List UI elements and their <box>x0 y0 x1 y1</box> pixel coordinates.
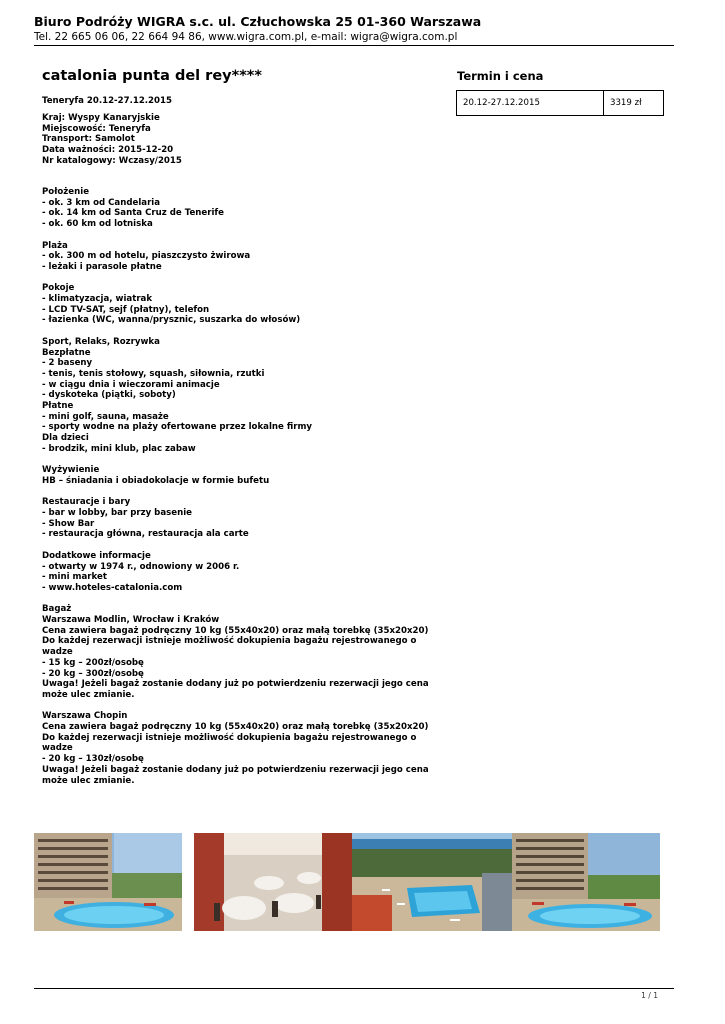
description-line: Położenie <box>42 187 90 197</box>
pool-aerial-photo <box>352 833 512 931</box>
description-line <box>42 273 442 284</box>
description-line: - mini market <box>42 572 107 583</box>
description-line: Bagaż <box>42 604 72 615</box>
offer-description <box>42 187 442 786</box>
meta-catalog-number: Nr katalogowy: Wczasy/2015 <box>42 155 182 166</box>
description-line: Warszawa Chopin <box>42 711 128 722</box>
description-line: Dla dzieci <box>42 433 89 444</box>
meta-location: Miejscowość: Teneryfa <box>42 123 151 134</box>
description-line: - otwarty w 1974 r., odnowiony w 2006 r. <box>42 561 240 572</box>
restaurant-interior-photo <box>194 833 352 931</box>
description-line: - klimatyzacja, wiatrak <box>42 294 153 304</box>
pricing-row <box>457 91 664 116</box>
meta-country: Kraj: Wyspy Kanaryjskie <box>42 113 160 123</box>
pricing-table <box>456 90 664 116</box>
hotel-building-pool-photo <box>512 833 660 931</box>
offer-title: catalonia punta del rey**** <box>42 68 262 84</box>
description-line: Restauracje i bary <box>42 497 131 508</box>
description-line: - restauracja główna, restauracja ala carte <box>42 529 249 540</box>
description-line: Dodatkowe informacje <box>42 550 151 561</box>
description-line: Bezpłatne <box>42 347 91 358</box>
description-line: - łazienka (WC, wanna/prysznic, suszarka do włosów) <box>42 315 301 326</box>
footer-divider <box>34 988 674 989</box>
description-line: Uwaga! Jeżeli bagaż zostanie dodany już po potwierdzeniu rezerwacji jego cena <box>42 679 429 690</box>
description-line: - 15 kg – 200zł/osobę <box>42 657 144 668</box>
pricing-title: Termin i cena <box>457 69 544 83</box>
description-line: Płatne <box>42 401 74 412</box>
offer-meta <box>42 113 182 167</box>
description-line: - dyskoteka (piątki, soboty) <box>42 390 176 401</box>
description-line: Cena zawiera bagaż podręczny 10 kg (55x40x20) oraz małą torebkę (35x20x20) <box>42 722 429 733</box>
description-line: - tenis, tenis stołowy, squash, siłownia, rzutki <box>42 368 265 379</box>
meta-transport: Transport: Samolot <box>42 134 135 145</box>
description-line: - ok. 60 km od lotniska <box>42 219 153 230</box>
hotel-facade-pool-photo <box>34 833 182 931</box>
description-line: - LCD TV-SAT, sejf (płatny), telefon <box>42 304 210 315</box>
description-line <box>42 230 442 241</box>
description-line: Do każdej rezerwacji istnieje możliwość dokupienia bagażu rejestrowanego o <box>42 636 417 647</box>
description-line <box>42 540 442 551</box>
description-line: - ok. 3 km od Candelaria <box>42 197 161 208</box>
description-line: wadze <box>42 743 73 754</box>
description-line: Sport, Relaks, Rozrywka <box>42 336 160 347</box>
page-number: 1 / 1 <box>641 991 658 1000</box>
description-line: - ok. 300 m od hotelu, piaszczysto żwirowa <box>42 251 251 262</box>
company-contact: Tel. 22 665 06 06, 22 664 94 86, www.wigra.com.pl, e-mail: wigra@wigra.com.pl <box>34 31 458 43</box>
description-line: - leżaki i parasole płatne <box>42 261 162 272</box>
description-line: Pokoje <box>42 283 75 294</box>
description-line <box>42 455 442 466</box>
description-line: może ulec zmianie. <box>42 775 135 786</box>
description-line: może ulec zmianie. <box>42 689 135 700</box>
meta-valid-date: Data ważności: 2015-12-20 <box>42 145 174 156</box>
description-line: Uwaga! Jeżeli bagaż zostanie dodany już po potwierdzeniu rezerwacji jego cena <box>42 764 429 775</box>
description-line: - w ciągu dnia i wieczorami animacje <box>42 379 220 390</box>
description-line: Warszawa Modlin, Wrocław i Kraków <box>42 615 220 626</box>
description-line: - brodzik, mini klub, plac zabaw <box>42 443 196 454</box>
description-line <box>42 487 442 498</box>
description-line: HB – śniadania i obiadokolacje w formie bufetu <box>42 475 270 486</box>
description-line: - 20 kg – 130zł/osobę <box>42 754 144 765</box>
description-line: - Show Bar <box>42 518 95 529</box>
description-line: Wyżywienie <box>42 465 100 476</box>
description-line: - bar w lobby, bar przy basenie <box>42 508 192 519</box>
pricing-price: 3319 zł <box>604 91 664 116</box>
description-line: Do każdej rezerwacji istnieje możliwość dokupienia bagażu rejestrowanego o <box>42 732 417 743</box>
description-line <box>42 594 442 605</box>
description-line: - ok. 14 km od Santa Cruz de Tenerife <box>42 208 224 219</box>
description-line: Cena zawiera bagaż podręczny 10 kg (55x40x20) oraz małą torebkę (35x20x20) <box>42 625 429 636</box>
description-line: - 20 kg – 300zł/osobę <box>42 668 144 679</box>
description-line: - mini golf, sauna, masaże <box>42 411 169 422</box>
header-divider <box>34 45 674 46</box>
description-line <box>42 701 442 712</box>
company-name: Biuro Podróży WIGRA s.c. ul. Człuchowska 25 01-360 Warszawa <box>34 14 482 29</box>
description-line: - 2 baseny <box>42 358 93 369</box>
description-line: - sporty wodne na plaży ofertowane przez lokalne firmy <box>42 422 313 433</box>
description-line: wadze <box>42 647 73 658</box>
description-line: - www.hoteles-catalonia.com <box>42 582 183 593</box>
pricing-date: 20.12-27.12.2015 <box>457 91 604 116</box>
document-header <box>34 14 674 45</box>
description-line <box>42 326 442 337</box>
offer-subtitle: Teneryfa 20.12-27.12.2015 <box>42 96 172 106</box>
description-line: Plaża <box>42 240 68 251</box>
